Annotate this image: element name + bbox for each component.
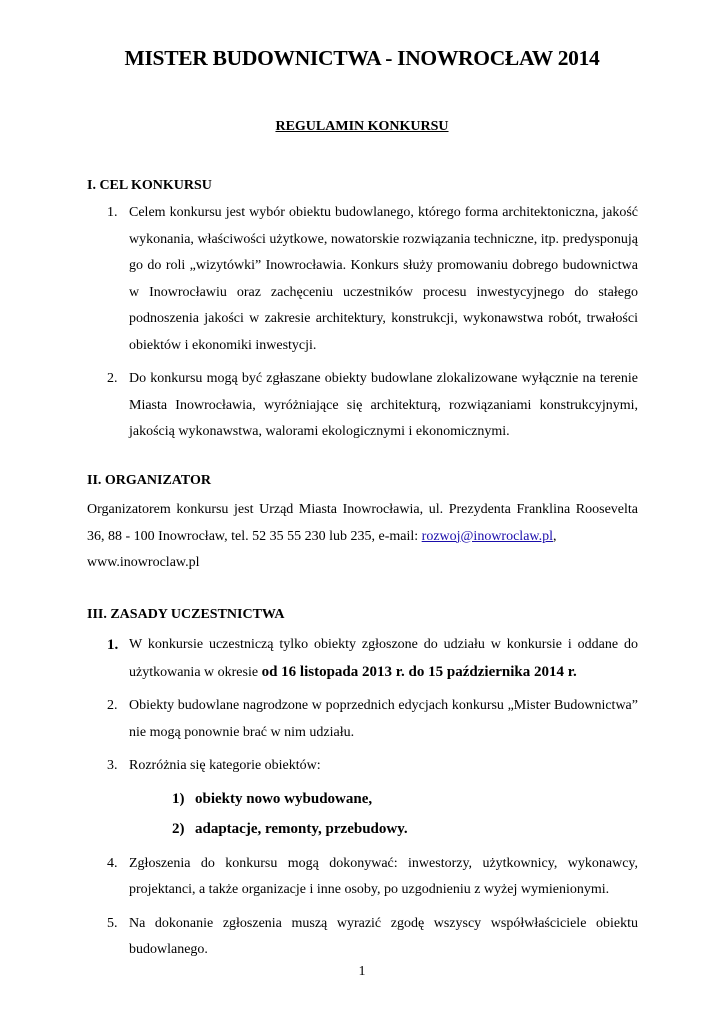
page-number: 1 bbox=[358, 964, 366, 979]
item-number: 4. bbox=[107, 855, 118, 871]
category-item bbox=[129, 814, 638, 844]
list-item bbox=[87, 200, 638, 359]
organizer-text: Organizatorem konkursu jest Urząd Miasta Inowrocławia, ul. Prezydenta Franklina Roosevelta 36, 88 - 100 Inowrocław, tel. 52 35 55 230 lub 235, e-mail: bbox=[87, 502, 638, 544]
item-number: 2. bbox=[107, 371, 118, 386]
document-title: MISTER BUDOWNICTWA - INOWROCŁAW 2014 bbox=[124, 46, 600, 70]
item-text: Rozróżnia się kategorie obiektów: bbox=[129, 758, 321, 773]
section-heading-cel: I. CEL KONKURSU bbox=[87, 178, 212, 193]
item-text: Do konkursu mogą być zgłaszane obiekty budowlane zlokalizowane wyłącznie na terenie Miasta Inowrocławia, wyróżniające się architekturą, rozwiązaniami konstrukcyjnymi, jakością wykonawstwa, walorami ekologicznymi i ekonomicznymi. bbox=[129, 371, 638, 439]
item-text: W konkursie uczestniczą tylko obiekty zgłoszone do udziału w konkursie i oddane do użytkowania w okresie bbox=[129, 637, 638, 680]
section-heading-zasady: III. ZASADY UCZESTNICTWA bbox=[87, 607, 285, 622]
list-item bbox=[87, 851, 638, 904]
item-number: 2. bbox=[107, 698, 118, 713]
category-text: obiekty nowo wybudowane, bbox=[195, 790, 373, 807]
list-item bbox=[87, 693, 638, 746]
organizer-paragraph bbox=[87, 497, 638, 577]
item-text: Na dokonanie zgłoszenia muszą wyrazić zgodę wszyscy współwłaściciele obiektu budowlanego. bbox=[129, 915, 638, 957]
category-number: 2) bbox=[172, 820, 185, 837]
item-text: Zgłoszenia do konkursu mogą dokonywać: inwestorzy, użytkownicy, wykonawcy, projektanci, a także organizacje i inne osoby, po uzgodnieniu z wyżej wymienionymi. bbox=[129, 855, 638, 897]
item-text: Obiekty budowlane nagrodzone w poprzednich edycjach konkursu „Mister Budownictwa” nie mogą ponownie brać w nim udziału. bbox=[129, 698, 638, 740]
item-number: 1. bbox=[107, 205, 118, 220]
list-item bbox=[87, 366, 638, 446]
document-subtitle: REGULAMIN KONKURSU bbox=[275, 119, 449, 134]
item-text: Celem konkursu jest wybór obiektu budowlanego, którego forma architektoniczna, jakość wykonania, właściwości użytkowe, nowatorskie rozwiązania techniczne, itp. predysponują go do roli „wizytówki” Inowrocławia. Konkurs służy promowaniu dobrego budownictwa w Inowrocławiu oraz zachęceniu uczestników procesu inwestycyjnego do stałego podnoszenia jakości w zakresie architektury, konstrukcji, wykonawstwa robót, trwałości obiektów i ekonomiki inwestycji. bbox=[129, 205, 638, 353]
organizer-email-link[interactable]: rozwoj@inowroclaw.pl bbox=[421, 528, 553, 544]
category-text: adaptacje, remonty, przebudowy. bbox=[195, 820, 408, 837]
item-number: 1. bbox=[107, 637, 119, 653]
item-number: 5. bbox=[107, 915, 118, 931]
categories-list bbox=[129, 784, 638, 844]
cel-list bbox=[87, 200, 638, 446]
zasady-list bbox=[87, 632, 638, 964]
category-item bbox=[129, 784, 638, 814]
date-range: od 16 listopada 2013 r. do 15 października 2014 r. bbox=[261, 663, 577, 680]
list-item bbox=[87, 911, 638, 964]
list-item bbox=[87, 632, 638, 686]
category-number: 1) bbox=[172, 790, 185, 807]
list-item bbox=[87, 753, 638, 844]
item-number: 3. bbox=[107, 758, 118, 773]
organizer-website: www.inowroclaw.pl bbox=[87, 555, 200, 570]
organizer-text-after: , bbox=[553, 528, 557, 544]
section-heading-organizator: II. ORGANIZATOR bbox=[87, 473, 211, 488]
